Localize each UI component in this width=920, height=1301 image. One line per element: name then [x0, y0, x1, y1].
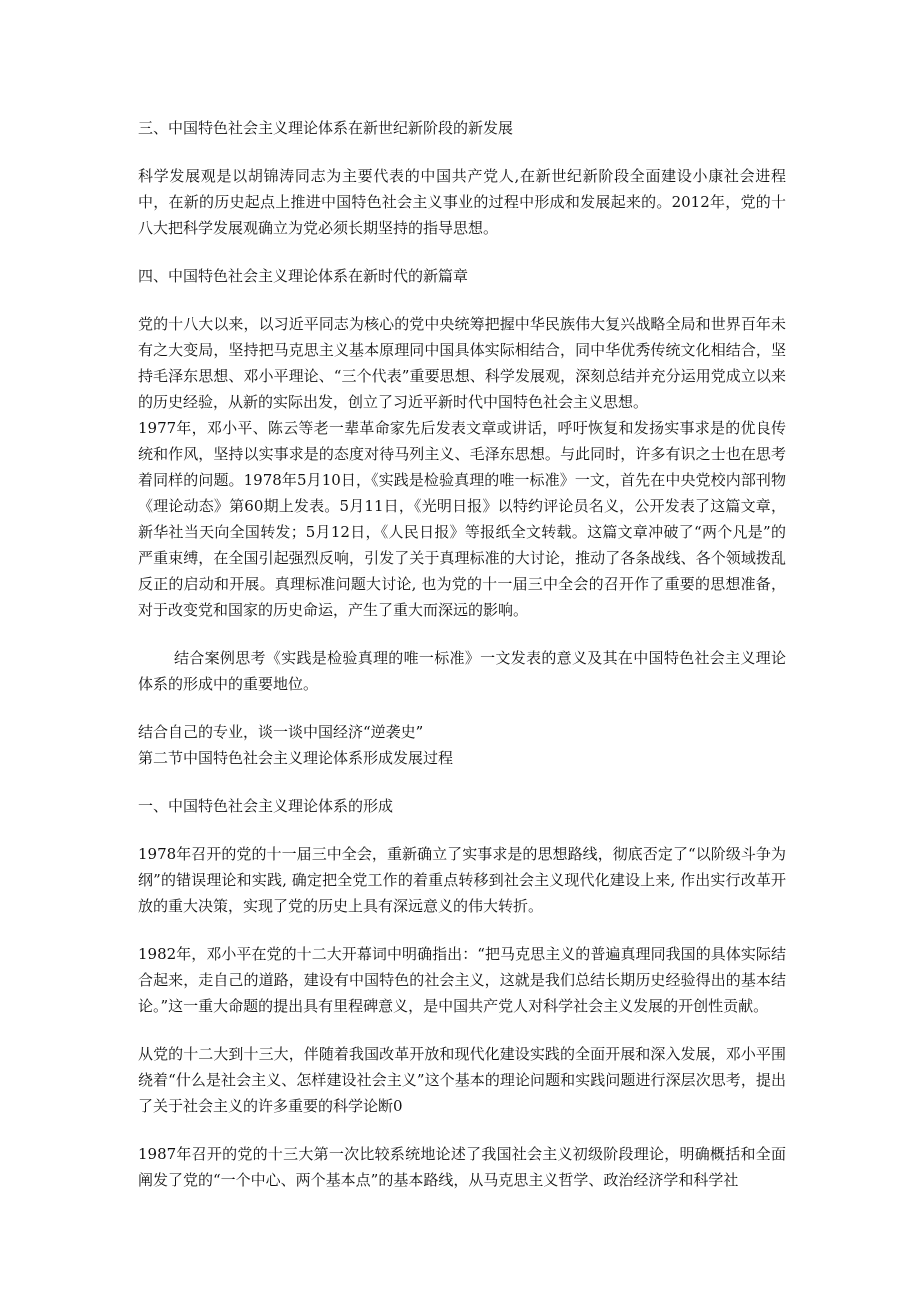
paragraph: 党的十八大以来，以习近平同志为核心的党中央统筹把握中华民族伟大复兴战略全局和世界百年未有之大变局，坚持把马克思主义基本原理同中国具体实际相结合，同中华优秀传统文化相结合，坚持毛泽东思想、邓小平理论、“三个代表”重要思想、科学发展观，深刻总结并充分运用党成立以来的历史经验，从新的实际出发，创立了习近平新时代中国特色社会主义思想。: [138, 315, 786, 411]
section-heading-3: 三、中国特色社会主义理论体系在新世纪新阶段的新发展: [138, 119, 514, 137]
section-heading-4: 四、中国特色社会主义理论体系在新时代的新篇章: [138, 267, 469, 285]
paragraph: 科学发展观是以胡锦涛同志为主要代表的中国共产党人,在新世纪新阶段全面建设小康社会进程中，在新的历史起点上推进中国特色社会主义事业的过程中形成和发展起来的。2012年，党的十八大把科学发展观确立为党必须长期坚持的指导思想。: [138, 167, 786, 237]
paragraph: 1982年，邓小平在党的十二大开幕词中明确指出：“把马克思主义的普遍真理同我国的具体实际结合起来，走自己的道路，建设有中国特色的社会主义，这就是我们总结长期历史经验得出的基本结论。”这一重大命题的提出具有里程碑意义，是中国共产党人对科学社会主义发展的开创性贡献。: [138, 945, 786, 1015]
chapter-section-title: 第二节中国特色社会主义理论体系形成发展过程: [138, 749, 454, 767]
discussion-prompt: 结合自己的专业，谈一谈中国经济“逆袭史”: [138, 723, 424, 741]
paragraph: 1977年，邓小平、陈云等老一辈革命家先后发表文章或讲话，呼吁恢复和发扬实事求是的优良传统和作风，坚持以实事求是的态度对待马列主义、毛泽东思想。与此同时，许多有识之士也在思考着同样的问题。1978年5月10日，《实践是检验真理的唯一标准》一文，首先在中央党校内部刊物《理论动态》第60期上发表。5月11日，《光明日报》以特约评论员名义，公开发表了这篇文章，新华社当天向全国转发；5月12日，《人民日报》等报纸全文转载。这篇文章冲破了“两个凡是”的严重束缚，在全国引起强烈反响，引发了关于真理标准的大讨论，推动了各条战线、各个领域拨乱反正的启动和开展。真理标准问题大讨论, 也为党的十一届三中全会的召开作了重要的思想准备，对于改变党和国家的历史命运，产生了重大而深远的影响。: [138, 419, 786, 619]
case-question: 结合案例思考《实践是检验真理的唯一标准》一文发表的意义及其在中国特色社会主义理论体系的形成中的重要地位。: [138, 649, 786, 693]
paragraph: 1987年召开的党的十三大第一次比较系统地论述了我国社会主义初级阶段理论，明确概括和全面阐发了党的“一个中心、两个基本点”的基本路线，从马克思主义哲学、政治经济学和科学社: [138, 1145, 786, 1189]
document-body: [138, 115, 786, 1193]
section-heading-1: 一、中国特色社会主义理论体系的形成: [138, 797, 394, 815]
paragraph: 从党的十二大到十三大，伴随着我国改革开放和现代化建设实践的全面开展和深入发展，邓小平围绕着“什么是社会主义、怎样建设社会主义”这个基本的理论问题和实践问题进行深层次思考，提出了关于社会主义的许多重要的科学论断0: [138, 1045, 786, 1115]
paragraph: 1978年召开的党的十一届三中全会，重新确立了实事求是的思想路线，彻底否定了“以阶级斗争为纲”的错误理论和实践, 确定把全党工作的着重点转移到社会主义现代化建设上来, 作出实行改革开放的重大决策，实现了党的历史上具有深远意义的伟大转折。: [138, 845, 786, 915]
